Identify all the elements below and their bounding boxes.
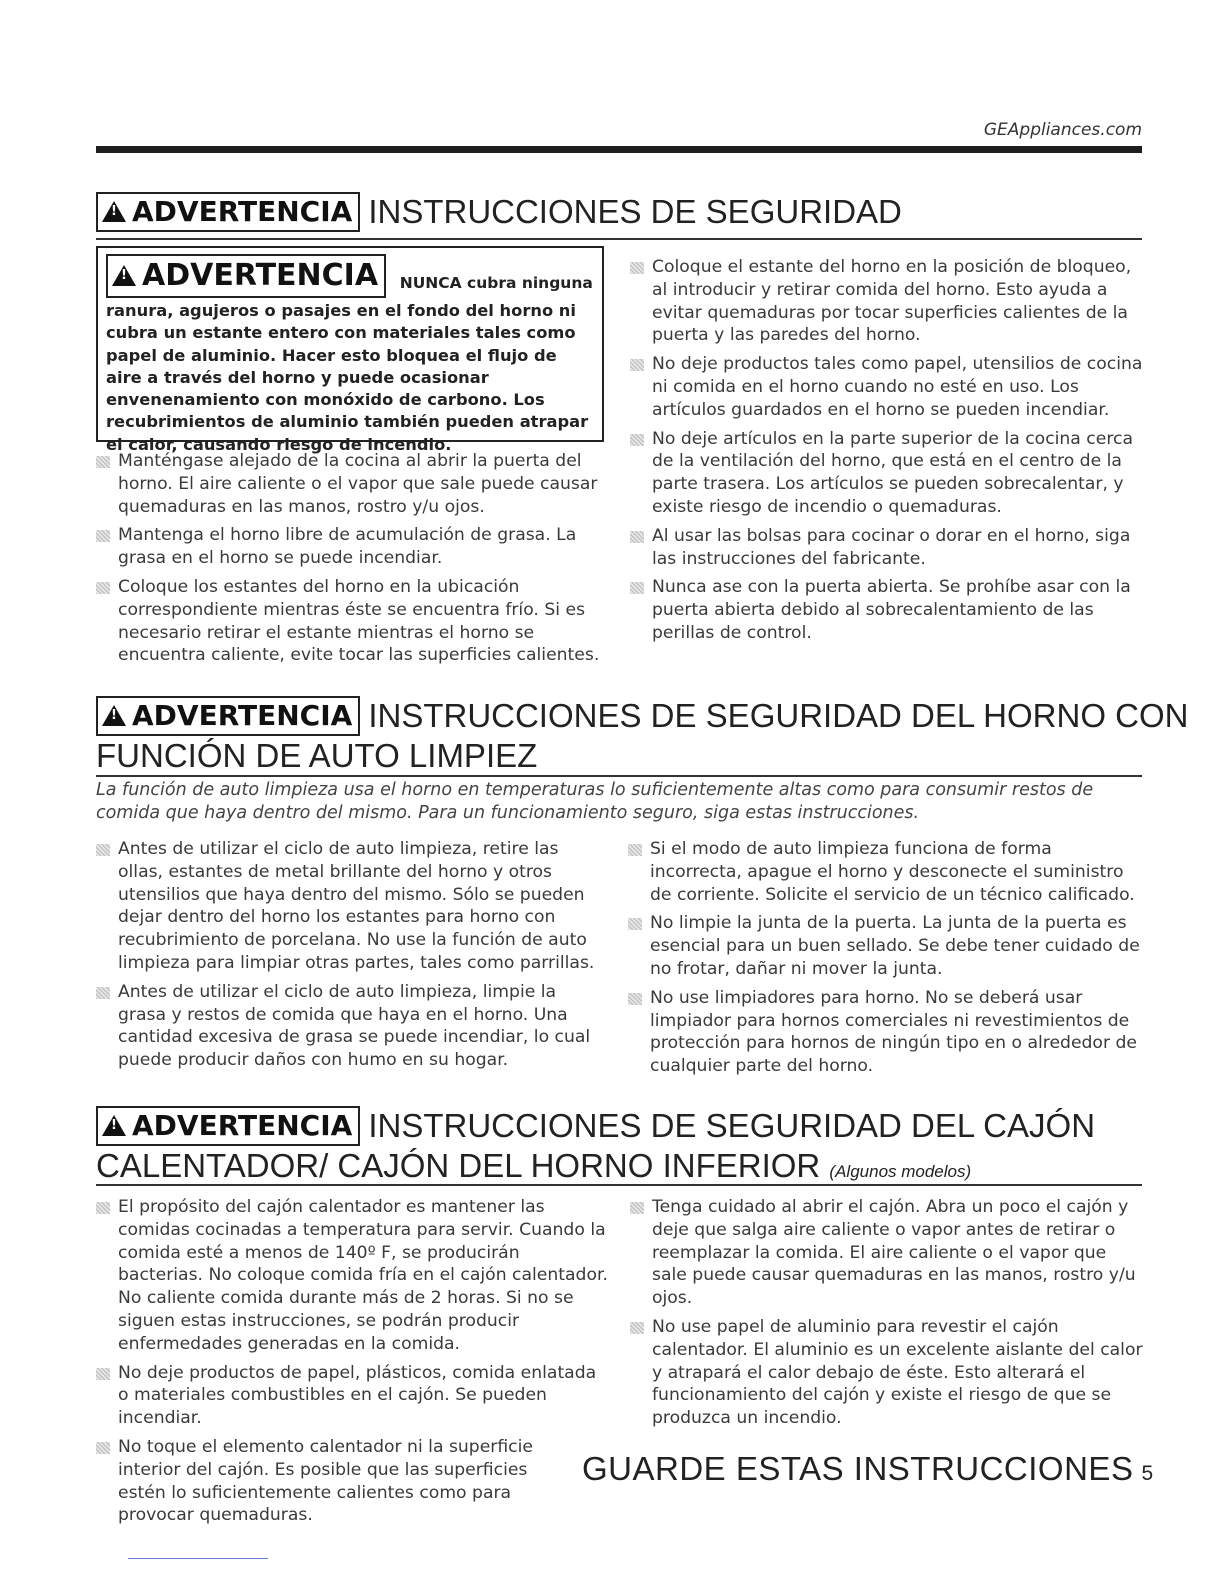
list-item: Coloque el estante del horno en la posición de bloqueo, al introducir y retirar comida del horno. Esto ayuda a evitar quemaduras por tocar superficies calientes de la puerta y las paredes del horno.	[630, 256, 1144, 347]
list-item: No deje productos tales como papel, utensilios de cocina ni comida en el horno cuando no esté en uso. Los artículos guardados en el horno se pueden incendiar.	[630, 353, 1144, 421]
list-item: No use limpiadores para horno. No se deberá usar limpiador para hornos comerciales ni revestimientos de protección para hornos de ningún tipo en o alrededor de cualquier parte del horno.	[628, 987, 1144, 1078]
bullet-icon	[630, 359, 644, 371]
warning-triangle-icon	[102, 705, 126, 726]
footer-line	[128, 1558, 268, 1559]
bullet-icon	[630, 262, 644, 274]
bullet-icon	[96, 987, 110, 999]
section1-heading	[96, 192, 1142, 232]
bullet-icon	[96, 530, 110, 542]
footer-title: GUARDE ESTAS INSTRUCCIONES 5	[582, 1450, 1154, 1487]
warning-box-lead: NUNCA cubra ninguna	[399, 274, 593, 292]
list-item: No toque el elemento calentador ni la superficie interior del cajón. Es posible que las superficies estén lo suficientemente calientes como para provocar quemaduras.	[96, 1436, 558, 1527]
list-item: No limpie la junta de la puerta. La junta de la puerta es esencial para un buen sellado. Se debe tener cuidado de no frotar, dañar ni mover la junta.	[628, 912, 1144, 980]
bullet-icon	[628, 844, 642, 856]
warning-box	[96, 246, 604, 454]
section3-title-line2: CALENTADOR/ CAJÓN DEL HORNO INFERIOR	[96, 1147, 821, 1184]
bullet-icon	[630, 531, 644, 543]
section2-left-column	[96, 838, 608, 1078]
list-item: Al usar las bolsas para cocinar o dorar en el horno, siga las instrucciones del fabricante.	[630, 525, 1144, 571]
bullet-icon	[96, 582, 110, 594]
list-item: Mantenga el horno libre de acumulación de grasa. La grasa en el horno se puede incendiar.	[96, 524, 608, 570]
list-item: Antes de utilizar el ciclo de auto limpieza, retire las ollas, estantes de metal brillante del horno y otros utensilios que haya dentro del mismo. Sólo se pueden dejar dentro del horno los estantes para horno con recubrimiento de porcelana. No use la función de auto limpieza para limpiar otras partes, tales como parrillas.	[96, 838, 608, 975]
warning-badge: !ADVERTENCIA	[96, 696, 360, 736]
list-item: No use papel de aluminio para revestir el cajón calentador. El aluminio es un excelente aislante del calor y atrapará el calor debajo de éste. Esto alterará el funcionamiento del cajón y existe el riesgo de que se produzca un incendio.	[630, 1316, 1144, 1430]
warning-box-text: ranura, agujeros o pasajes en el fondo del horno ni cubra un estante entero con materiales tales como papel de aluminio. Hacer esto bloquea el flujo de aire a través del horno y puede ocasionar envenenamiento con monóxido de carbono. Los recubrimientos de aluminio también pueden atrapar el calor, causando riesgo de incendio.	[106, 301, 589, 454]
warning-triangle-icon	[102, 1115, 126, 1136]
section2-heading	[96, 696, 1189, 776]
section3-rule	[96, 1184, 1142, 1186]
section2-intro: La función de auto limpieza usa el horno en temperaturas lo suficientemente altas como para consumir restos de comida que haya dentro del mismo. Para un funcionamiento seguro, siga estas instrucciones.	[96, 780, 1094, 823]
warning-triangle-icon	[102, 201, 126, 222]
section3-heading	[96, 1106, 1142, 1192]
list-item: Manténgase alejado de la cocina al abrir la puerta del horno. El aire caliente o el vapor que sale puede causar quemaduras en las manos, rostro y/u ojos.	[96, 450, 608, 518]
section1-right-column	[630, 256, 1144, 651]
warning-badge: !ADVERTENCIA	[96, 192, 360, 232]
bullet-icon	[628, 993, 642, 1005]
section3-title-note: (Algunos modelos)	[829, 1162, 972, 1181]
bullet-icon	[96, 1368, 110, 1380]
bullet-icon	[96, 1202, 110, 1214]
site-url: GEAppliances.com	[983, 120, 1142, 140]
list-item: Tenga cuidado al abrir el cajón. Abra un poco el cajón y deje que salga aire caliente o vapor antes de retirar o reemplazar la comida. El aire caliente o el vapor que sale puede causar quemaduras en las manos, rostro y/u ojos.	[630, 1196, 1144, 1310]
list-item: Antes de utilizar el ciclo de auto limpieza, limpie la grasa y restos de comida que haya en el horno. Una cantidad excesiva de grasa se puede incendiar, lo cual puede producir daños con humo en su hogar.	[96, 981, 608, 1072]
list-item: El propósito del cajón calentador es mantener las comidas cocinadas a temperatura para servir. Cuando la comida esté a menos de 140º F, se producirán bacterias. No coloque comida fría en el cajón calentador. No caliente comida durante más de 2 horas. Si no se siguen estas instrucciones, se podrán producir enfermedades generadas en la comida.	[96, 1196, 610, 1356]
section1-rule	[96, 238, 1142, 240]
list-item: Si el modo de auto limpieza funciona de forma incorrecta, apague el horno y desconecte el suministro de corriente. Solicite el servicio de un técnico calificado.	[628, 838, 1144, 906]
page-number: 5	[1141, 1462, 1154, 1485]
bullet-icon	[630, 582, 644, 594]
bullet-icon	[96, 456, 110, 468]
section2-rule	[96, 775, 1142, 777]
bullet-icon	[628, 918, 642, 930]
header-rule	[96, 146, 1142, 153]
list-item: Coloque los estantes del horno en la ubicación correspondiente mientras éste se encuentra frío. Si es necesario retirar el estante mientras el horno se encuentra caliente, evite tocar las superficies calientes.	[96, 576, 608, 667]
section1-title: INSTRUCCIONES DE SEGURIDAD	[368, 193, 902, 230]
bullet-icon	[96, 1442, 110, 1454]
section3-right-column	[630, 1196, 1144, 1436]
section3-left-column	[96, 1196, 610, 1533]
bullet-icon	[96, 844, 110, 856]
warning-triangle-icon	[112, 265, 136, 286]
section2-title-line2: FUNCIÓN DE AUTO LIMPIEZ	[96, 737, 538, 774]
list-item: Nunca ase con la puerta abierta. Se prohíbe asar con la puerta abierta debido al sobrecalentamiento de las perillas de control.	[630, 576, 1144, 644]
bullet-icon	[630, 434, 644, 446]
section2-title-line1: INSTRUCCIONES DE SEGURIDAD DEL HORNO CON	[368, 697, 1189, 734]
section3-title-line1: INSTRUCCIONES DE SEGURIDAD DEL CAJÓN	[368, 1107, 1096, 1144]
warning-badge: !ADVERTENCIA	[106, 254, 386, 298]
warning-badge: !ADVERTENCIA	[96, 1106, 360, 1146]
bullet-icon	[630, 1202, 644, 1214]
list-item: No deje artículos en la parte superior de la cocina cerca de la ventilación del horno, que está en el centro de la parte trasera. Los artículos se pueden sobrecalentar, y existe riesgo de incendio o quemaduras.	[630, 428, 1144, 519]
section1-left-column	[96, 450, 608, 673]
bullet-icon	[630, 1322, 644, 1334]
list-item: No deje productos de papel, plásticos, comida enlatada o materiales combustibles en el cajón. Se pueden incendiar.	[96, 1362, 610, 1430]
section2-right-column	[628, 838, 1144, 1084]
